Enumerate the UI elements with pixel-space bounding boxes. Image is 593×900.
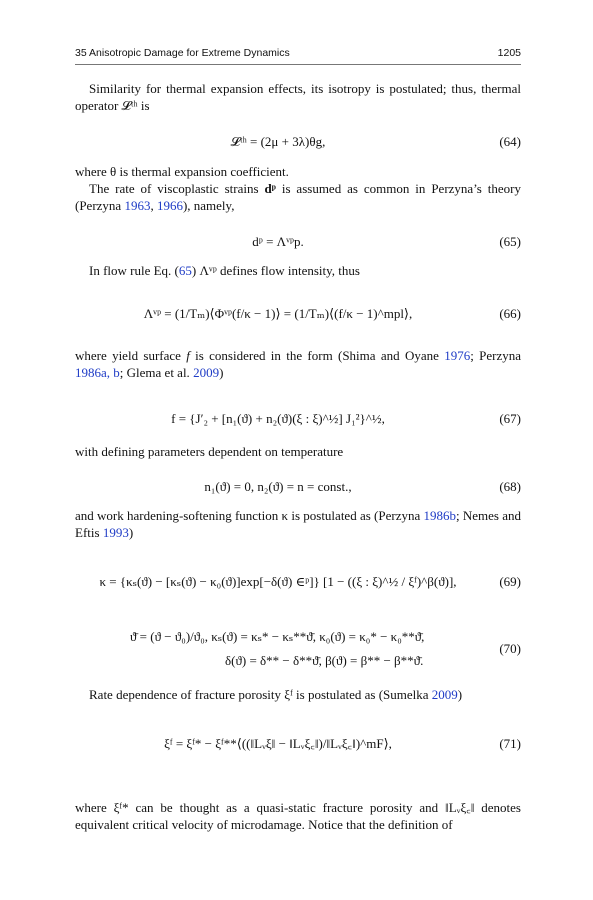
page-number: 1205 (497, 47, 521, 59)
citation-link[interactable]: 1966 (156, 198, 183, 213)
paragraph-2: where θ is thermal expansion coefficient. (75, 164, 289, 179)
equation-70-line-2: δ(ϑ) = δ** − δ**ϑ̄, β(ϑ) = β** − β**ϑ̄. (225, 653, 424, 668)
paragraph-6: with defining parameters dependent on temperature (75, 444, 344, 459)
paragraph-4: In flow rule Eq. (65) Λᵛᵖ defines flow intensity, thus (89, 263, 360, 278)
header-rule (75, 64, 521, 65)
paragraph-8: Rate dependence of fracture porosity ξᶠ is postulated as (Sumelka 2009) (89, 687, 463, 702)
equation-70 (75, 628, 521, 668)
equation-70-number: (70) (499, 641, 521, 656)
chapter-title: 35 Anisotropic Damage for Extreme Dynamics (75, 47, 290, 59)
equation-71-number: (71) (499, 736, 521, 751)
equation-67-number: (67) (499, 411, 521, 426)
equation-68-body: n₁(ϑ) = 0, n₂(ϑ) = n = const., (204, 479, 352, 494)
citation-link[interactable]: 1976 (444, 348, 471, 363)
equation-68-number: (68) (499, 479, 521, 494)
equation-70-line-1: ϑ̄ = (ϑ − ϑ₀)/ϑ₀, κₛ(ϑ) = κₛ* − κₛ**ϑ̄, κ₀(ϑ) = κ₀* − κ₀**ϑ̄, (130, 629, 425, 644)
paragraph-7: and work hardening-softening function κ is postulated as (Perzyna 1986b; Nemes and Eftis 1993) (75, 508, 521, 540)
equation-66-number: (66) (499, 306, 521, 321)
citation-link[interactable]: 1963 (124, 198, 151, 213)
equation-65-number: (65) (499, 234, 521, 249)
citation-link[interactable]: 2009 (193, 365, 220, 380)
paragraph-5: where yield surface f is considered in the form (Shima and Oyane 1976; Perzyna 1986a, b; Glema et al. 2009) (75, 348, 522, 380)
citation-link[interactable]: 1993 (102, 525, 129, 540)
citation-link[interactable]: 2009 (431, 687, 458, 702)
equation-69-body: κ = {κₛ(ϑ) − [κₛ(ϑ) − κ₀(ϑ)]exp[−δ(ϑ) ∈ᵖ]} [1 − ((ξ : ξ)^½ / ξᶠ)^β(ϑ)], (99, 574, 457, 589)
paragraph-1: Similarity for thermal expansion effects, its isotropy is postulated; thus, thermal operator 𝓛ᵗʰ is (75, 81, 521, 113)
equation-64-body: 𝓛ᵗʰ = (2μ + 3λ)θg, (230, 134, 326, 149)
citation-link[interactable]: 1986a, b (75, 365, 120, 380)
paragraph-9: where ξᶠ* can be thought as a quasi-static fracture porosity and ‖Lᵥξ꜀‖ denotes equivalent critical velocity of microdamage. Notice that the definition of (75, 800, 521, 832)
equation-67-body: f = {J′₂ + [n₁(ϑ) + n₂(ϑ)(ξ : ξ)^½] J₁²}^½, (171, 411, 385, 426)
running-header (75, 47, 521, 61)
equation-69-number: (69) (499, 574, 521, 589)
equation-64-number: (64) (499, 134, 521, 149)
equation-71-body: ξᶠ = ξᶠ* − ξᶠ**⟨((‖Lᵥξ‖ − ‖Lᵥξ꜀‖)/‖Lᵥξ꜀‖)^mF⟩, (164, 736, 392, 751)
equation-reference-link[interactable]: 65 (178, 263, 192, 278)
paragraph-3: The rate of viscoplastic strains dᵖ is assumed as common in Perzyna’s theory (Perzyna 1963, 1966), namely, (75, 181, 521, 213)
citation-link[interactable]: 1986b (423, 508, 456, 523)
equation-65-body: dᵖ = Λᵛᵖp. (252, 234, 304, 249)
equation-66-body: Λᵛᵖ = (1/Tₘ)⟨Φᵛᵖ(f/κ − 1)⟩ = (1/Tₘ)⟨(f/κ − 1)^mpl⟩, (143, 306, 413, 321)
